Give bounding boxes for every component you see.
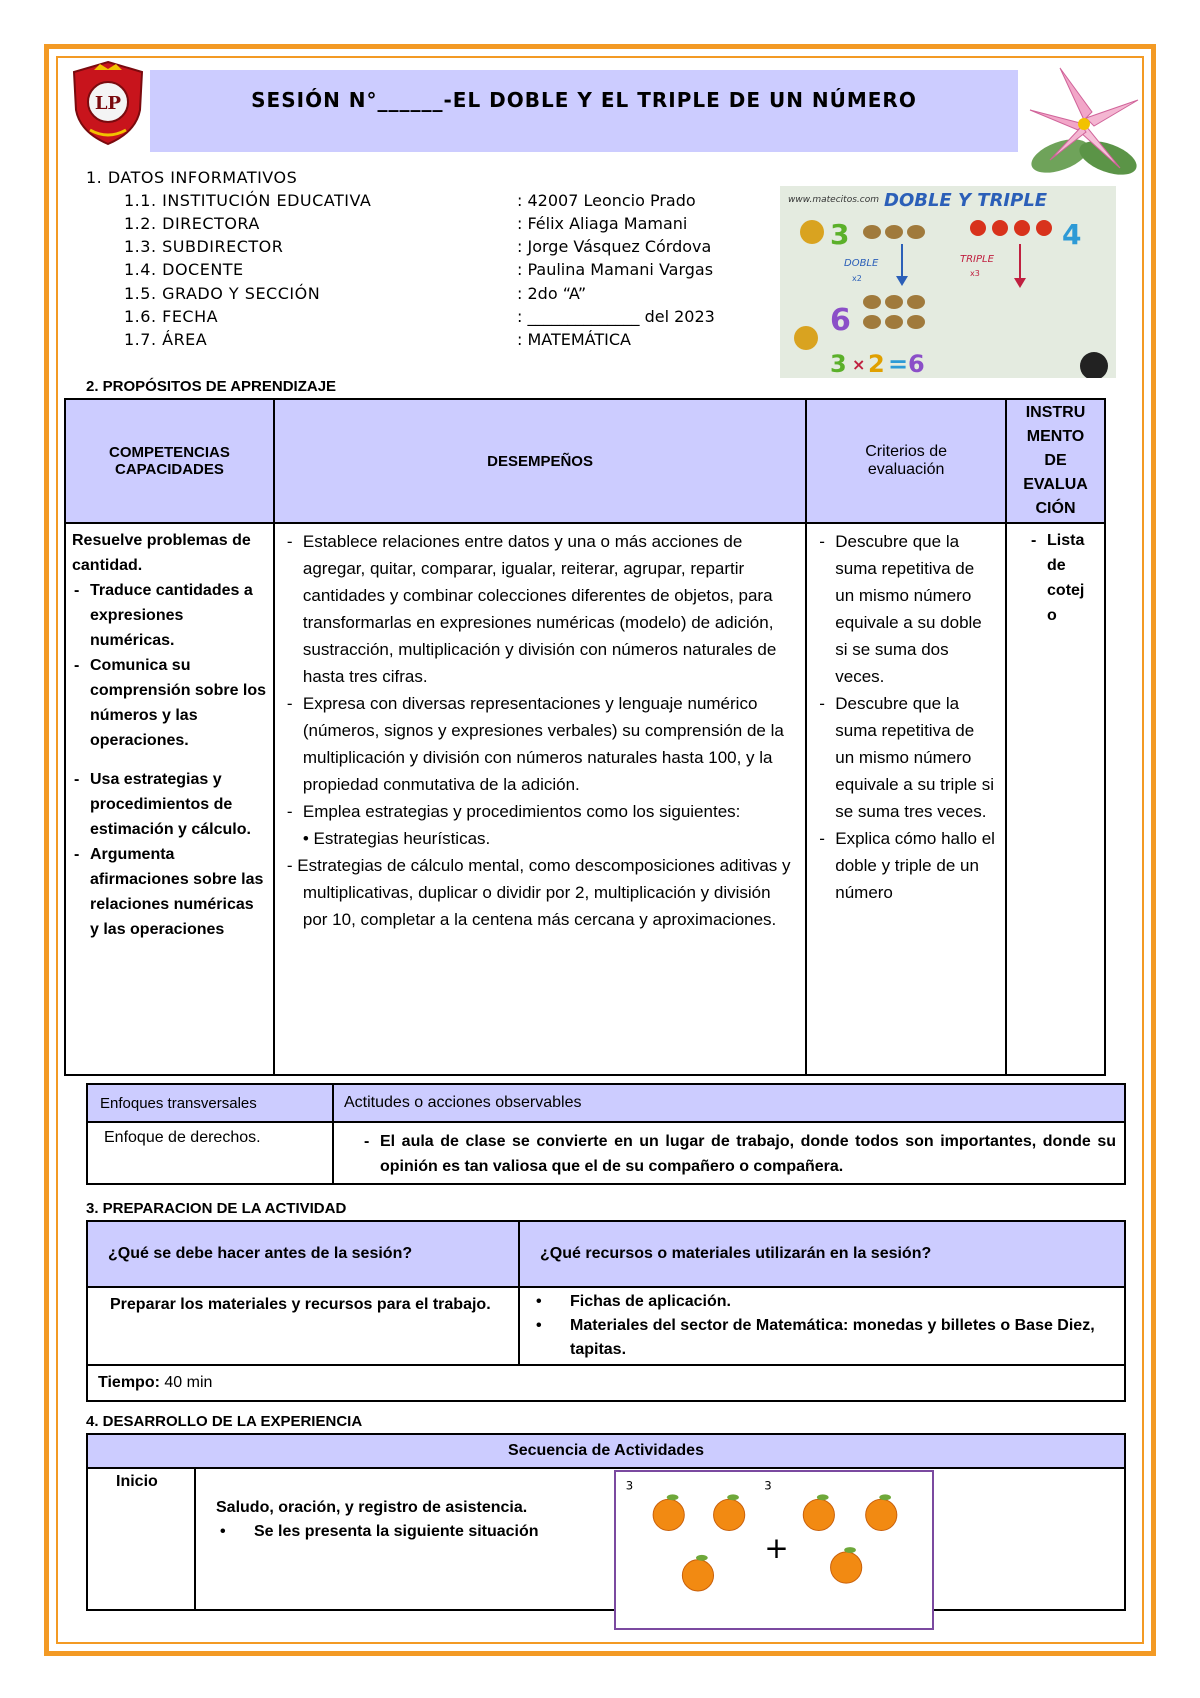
- recurso-item: • Materiales del sector de Matemática: monedas y billetes o Base Diez, tapitas.: [528, 1314, 1116, 1362]
- info-value-institucion: : 42007 Leoncio Prado: [517, 191, 696, 210]
- tiempo-value: 40 min: [159, 1374, 213, 1391]
- inicio-label: Inicio: [87, 1468, 195, 1610]
- saludo-text: Saludo, oración, y registro de asistencia.: [216, 1499, 528, 1516]
- preparacion-table: [86, 1220, 1126, 1402]
- enfoques-table: [86, 1083, 1126, 1185]
- school-crest-logo: [70, 60, 146, 146]
- desempeno-item: - Emplea estrategias y procedimientos como los siguientes:: [285, 798, 791, 825]
- header-desempenos: DESEMPEÑOS: [274, 399, 806, 523]
- desempeno-item: - Expresa con diversas representaciones y lenguaje numérico (números, signos y expresiones verbales) su comprensión de la multiplicación y división con números naturales hasta 100, y la propiedad conmutativa de la adición.: [285, 690, 791, 798]
- criterio-item: - Explica cómo hallo el doble y triple de un número: [817, 825, 995, 906]
- section-3-heading: 3. PREPARACION DE LA ACTIVIDAD: [86, 1200, 347, 1217]
- illustration-site: www.matecitos.com: [788, 195, 879, 205]
- actitudes-header: Actitudes o acciones observables: [333, 1084, 1125, 1122]
- doble-triple-illustration: [780, 186, 1116, 378]
- info-value-fecha: : ______________ del 2023: [517, 307, 715, 326]
- criterio-item: - Descubre que la suma repetitiva de un mismo número equivale a su doble si se suma dos veces.: [817, 528, 995, 690]
- header-instrumento: INSTRU MENTO DE EVALUA CIÓN: [1006, 399, 1105, 523]
- illustration-doble-label: DOBLE: [844, 258, 879, 269]
- accion-item: - El aula de clase se convierte en un lugar de trabajo, donde todos son importantes, donde su opinión es tan valiosa que el de su compañero o compañera.: [362, 1129, 1116, 1179]
- info-label-grado: 1.5. GRADO Y SECCIÓN: [124, 284, 321, 303]
- info-label-directora: 1.2. DIRECTORA: [124, 214, 260, 233]
- info-value-grado: : 2do “A”: [517, 284, 587, 303]
- capacidad-item: - Argumenta afirmaciones sobre las relaciones numéricas y las operaciones: [72, 842, 267, 942]
- enfoque-value: Enfoque de derechos.: [87, 1122, 333, 1184]
- info-label-area: 1.7. ÁREA: [124, 330, 208, 349]
- illustration-eq-6: 6: [908, 350, 925, 378]
- secuencia-header: Secuencia de Actividades: [87, 1434, 1125, 1468]
- info-value-directora: : Félix Aliaga Mamani: [517, 214, 688, 233]
- oranges-left-count: 3: [625, 1478, 634, 1493]
- illustration-eq-3: 3: [830, 350, 847, 378]
- illustration-doble-factor: x2: [852, 274, 862, 283]
- info-label-institucion: 1.1. INSTITUCIÓN EDUCATIVA: [124, 191, 372, 210]
- recurso-item: • Fichas de aplicación.: [528, 1290, 1116, 1314]
- criterio-item: - Descubre que la suma repetitiva de un mismo número equivale a su triple si se suma tres veces.: [817, 690, 995, 825]
- instrumento-list: [1029, 528, 1096, 628]
- recursos-list: [528, 1290, 1116, 1362]
- page-title: SESIÓN N°______-EL DOBLE Y EL TRIPLE DE UN NÚMERO: [251, 88, 917, 112]
- accion-cell: [333, 1122, 1125, 1184]
- capacidades-list: [72, 578, 267, 942]
- capacidad-item: - Comunica su comprensión sobre los números y las operaciones.: [72, 653, 267, 753]
- preparacion-q1: ¿Qué se debe hacer antes de la sesión?: [87, 1221, 519, 1287]
- criterios-list: [817, 528, 995, 906]
- info-label-docente: 1.4. DOCENTE: [124, 260, 244, 279]
- competencias-cell: [65, 523, 274, 1075]
- illustration-eq-equals: =: [888, 350, 909, 378]
- header-competencias: COMPETENCIAS CAPACIDADES: [65, 399, 274, 523]
- desempeno-extra: - Estrategias de cálculo mental, como descomposiciones aditivas y multiplicativas, duplicar o dividir por 2, multiplicación y división por 10, completar a la centena más cercana y aproximaciones.: [286, 856, 791, 929]
- criterios-cell: [806, 523, 1006, 1075]
- instrumento-cell: [1006, 523, 1105, 1075]
- header-criterios: Criterios de evaluación: [806, 399, 1006, 523]
- desempenos-cell: [274, 523, 806, 1075]
- capacidad-item: - Usa estrategias y procedimientos de estimación y cálculo.: [72, 767, 267, 842]
- tiempo-label: Tiempo:: [98, 1374, 160, 1391]
- illustration-num-3: 3: [830, 218, 850, 251]
- section-2-heading: 2. PROPÓSITOS DE APRENDIZAJE: [86, 378, 337, 395]
- info-value-area: : MATEMÁTICA: [517, 330, 631, 349]
- flower-icon: [1020, 60, 1150, 180]
- info-value-subdirector: : Jorge Vásquez Córdova: [517, 237, 712, 256]
- illustration-triple-label: TRIPLE: [960, 254, 994, 265]
- section-4-heading: 4. DESARROLLO DE LA EXPERIENCIA: [86, 1413, 363, 1430]
- oranges-illustration: [614, 1470, 934, 1630]
- illustration-num-6: 6: [830, 303, 851, 338]
- instrumento-item: - Lista de cotej o: [1029, 528, 1096, 628]
- recursos-cell: [519, 1287, 1125, 1365]
- desarrollo-table: [86, 1433, 1126, 1611]
- plus-sign: +: [764, 1530, 789, 1565]
- section-1-heading: 1. DATOS INFORMATIVOS: [86, 168, 298, 187]
- info-label-fecha: 1.6. FECHA: [124, 307, 219, 326]
- illustration-title: DOBLE Y TRIPLE: [884, 190, 1048, 211]
- capacidad-item: - Traduce cantidades a expresiones numéricas.: [72, 578, 267, 653]
- info-label-subdirector: 1.3. SUBDIRECTOR: [124, 237, 284, 256]
- acciones-list: [362, 1129, 1116, 1179]
- illustration-num-4: 4: [1062, 218, 1082, 251]
- desempeno-bullet: • Estrategias heurísticas.: [302, 829, 491, 848]
- svg-text:LP: LP: [94, 93, 122, 114]
- desempeno-item: - Establece relaciones entre datos y una o más acciones de agregar, quitar, comparar, igualar, reiterar, agrupar, repartir cantidades y combinar colecciones diferentes de objetos, para transformarlas en expresiones numéricas (modelo) de adición, sustracción, multiplicación y división con números naturales de hasta tres cifras.: [285, 528, 791, 690]
- competencia-title: Resuelve problemas de cantidad.: [72, 532, 251, 574]
- info-value-docente: : Paulina Mamani Vargas: [517, 260, 714, 279]
- propositos-table: [64, 398, 1106, 1076]
- illustration-eq-2: 2: [868, 350, 885, 378]
- situacion-item: • Se les presenta la siguiente situación: [212, 1520, 1104, 1544]
- illustration-eq-times: ×: [852, 355, 866, 374]
- enfoques-header: Enfoques transversales: [87, 1084, 333, 1122]
- preparacion-q2: ¿Qué recursos o materiales utilizarán en la sesión?: [519, 1221, 1125, 1287]
- desempenos-list: [285, 528, 791, 825]
- preparacion-a1: Preparar los materiales y recursos para el trabajo.: [87, 1287, 519, 1365]
- tiempo-cell: [87, 1365, 1125, 1401]
- oranges-right-count: 3: [764, 1478, 772, 1493]
- illustration-triple-factor: x3: [970, 269, 980, 278]
